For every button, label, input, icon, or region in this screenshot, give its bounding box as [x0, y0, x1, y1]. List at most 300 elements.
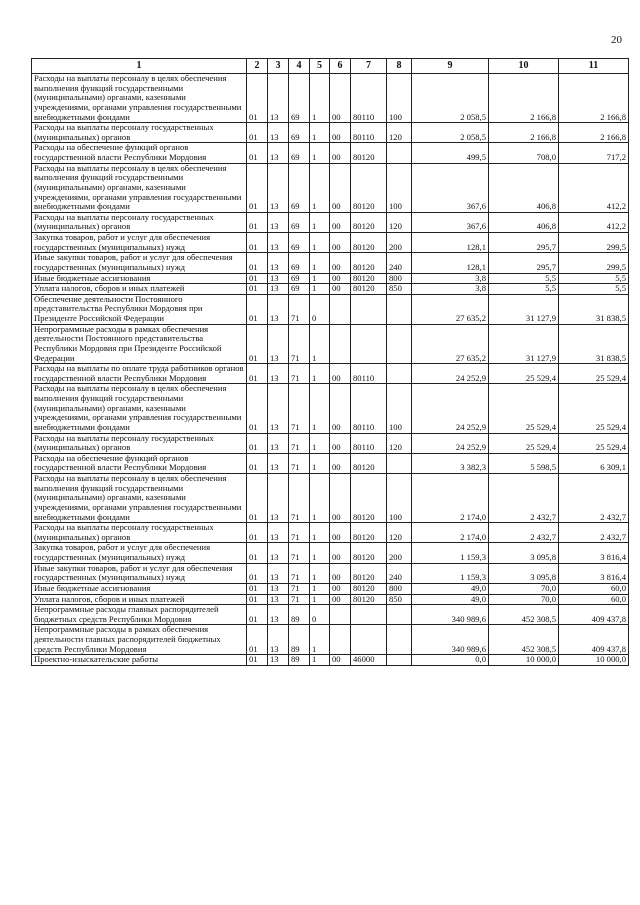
amount-year1-cell: 49,0: [412, 594, 489, 605]
event-code-cell: 00: [330, 212, 351, 232]
table-row: [32, 384, 629, 433]
amount-year2-cell: 70,0: [489, 583, 559, 594]
table-row: [32, 583, 629, 594]
column-header: 8: [387, 59, 412, 74]
amount-year2-cell: 406,8: [489, 212, 559, 232]
section-code-cell: 01: [247, 253, 268, 273]
amount-year2-cell: 70,0: [489, 594, 559, 605]
program-code-cell: 89: [289, 625, 310, 655]
direction-code-cell: 46000: [351, 655, 387, 666]
amount-year1-cell: 27 635,2: [412, 324, 489, 364]
table-row: [32, 625, 629, 655]
table-row: [32, 253, 629, 273]
subprogram-code-cell: 1: [310, 284, 330, 295]
expense-type-cell: 120: [387, 433, 412, 453]
direction-code-cell: 80110: [351, 433, 387, 453]
direction-code-cell: 80110: [351, 123, 387, 143]
subsection-code-cell: 13: [268, 253, 289, 273]
expense-type-cell: 120: [387, 212, 412, 232]
amount-year1-cell: 340 989,6: [412, 625, 489, 655]
expense-name-cell: Расходы на выплаты персоналу государственных (муниципальных) органов: [32, 523, 247, 543]
table-row: [32, 433, 629, 453]
section-code-cell: 01: [247, 384, 268, 433]
subsection-code-cell: 13: [268, 594, 289, 605]
expense-name-cell: Иные закупки товаров, работ и услуг для обеспечения государственных (муниципальных) нужд: [32, 253, 247, 273]
program-code-cell: 71: [289, 523, 310, 543]
amount-year2-cell: 3 095,8: [489, 543, 559, 563]
subprogram-code-cell: 1: [310, 474, 330, 523]
section-code-cell: 01: [247, 605, 268, 625]
table-row: [32, 474, 629, 523]
expense-type-cell: 240: [387, 563, 412, 583]
table-row: [32, 74, 629, 123]
expense-type-cell: 850: [387, 284, 412, 295]
subprogram-code-cell: 1: [310, 364, 330, 384]
amount-year3-cell: 412,2: [559, 212, 629, 232]
subprogram-code-cell: 1: [310, 453, 330, 473]
table-row: [32, 163, 629, 212]
event-code-cell: [330, 294, 351, 324]
section-code-cell: 01: [247, 74, 268, 123]
section-code-cell: 01: [247, 543, 268, 563]
expense-name-cell: Иные закупки товаров, работ и услуг для обеспечения государственных (муниципальных) нужд: [32, 563, 247, 583]
subsection-code-cell: 13: [268, 543, 289, 563]
section-code-cell: 01: [247, 433, 268, 453]
amount-year1-cell: 1 159,3: [412, 563, 489, 583]
expense-name-cell: Расходы на обеспечение функций органов государственной власти Республики Мордовия: [32, 453, 247, 473]
amount-year1-cell: 24 252,9: [412, 433, 489, 453]
expense-name-cell: Расходы на выплаты персоналу в целях обеспечения выполнения функций государственными (муниципальными) органами, казенными учреждениями, органами управления государственными внебюджетными фондами: [32, 384, 247, 433]
amount-year2-cell: 2 166,8: [489, 123, 559, 143]
subsection-code-cell: 13: [268, 583, 289, 594]
program-code-cell: 69: [289, 163, 310, 212]
subsection-code-cell: 13: [268, 74, 289, 123]
header-row: [32, 59, 629, 74]
expense-type-cell: 100: [387, 74, 412, 123]
subsection-code-cell: 13: [268, 163, 289, 212]
program-code-cell: 69: [289, 253, 310, 273]
subsection-code-cell: 13: [268, 384, 289, 433]
amount-year3-cell: 2 432,7: [559, 474, 629, 523]
expense-type-cell: 800: [387, 273, 412, 284]
subprogram-code-cell: 1: [310, 253, 330, 273]
direction-code-cell: 80120: [351, 523, 387, 543]
event-code-cell: 00: [330, 583, 351, 594]
subsection-code-cell: 13: [268, 453, 289, 473]
expense-name-cell: Уплата налогов, сборов и иных платежей: [32, 594, 247, 605]
subsection-code-cell: 13: [268, 625, 289, 655]
expense-type-cell: [387, 364, 412, 384]
expense-type-cell: 200: [387, 233, 412, 253]
amount-year1-cell: 367,6: [412, 163, 489, 212]
amount-year1-cell: 0,0: [412, 655, 489, 666]
event-code-cell: 00: [330, 453, 351, 473]
amount-year2-cell: 31 127,9: [489, 294, 559, 324]
expense-name-cell: Непрограммные расходы в рамках обеспечения деятельности Постоянного представительства Республики Мордовия при Президенте Российской Федерации: [32, 324, 247, 364]
table-row: [32, 212, 629, 232]
event-code-cell: 00: [330, 253, 351, 273]
column-header: 1: [32, 59, 247, 74]
amount-year2-cell: 295,7: [489, 253, 559, 273]
amount-year3-cell: 25 529,4: [559, 384, 629, 433]
program-code-cell: 69: [289, 233, 310, 253]
amount-year2-cell: 406,8: [489, 163, 559, 212]
table-row: [32, 123, 629, 143]
subprogram-code-cell: 1: [310, 523, 330, 543]
column-header: 11: [559, 59, 629, 74]
subprogram-code-cell: 1: [310, 543, 330, 563]
section-code-cell: 01: [247, 324, 268, 364]
expense-name-cell: Расходы на выплаты персоналу в целях обеспечения выполнения функций государственными (муниципальными) органами, казенными учреждениями, органами управления государственными внебюджетными фондами: [32, 474, 247, 523]
expense-type-cell: 120: [387, 123, 412, 143]
amount-year3-cell: 2 432,7: [559, 523, 629, 543]
subsection-code-cell: 13: [268, 364, 289, 384]
program-code-cell: 71: [289, 324, 310, 364]
amount-year2-cell: 295,7: [489, 233, 559, 253]
table-row: [32, 364, 629, 384]
subsection-code-cell: 13: [268, 143, 289, 163]
expense-name-cell: Обеспечение деятельности Постоянного представительства Республики Мордовия при Президенте Российской Федерации: [32, 294, 247, 324]
table-row: [32, 284, 629, 295]
direction-code-cell: [351, 324, 387, 364]
section-code-cell: 01: [247, 212, 268, 232]
program-code-cell: 71: [289, 563, 310, 583]
amount-year2-cell: 25 529,4: [489, 433, 559, 453]
expense-type-cell: [387, 605, 412, 625]
direction-code-cell: 80120: [351, 212, 387, 232]
amount-year1-cell: 24 252,9: [412, 364, 489, 384]
program-code-cell: 71: [289, 294, 310, 324]
amount-year3-cell: 2 166,8: [559, 74, 629, 123]
direction-code-cell: 80120: [351, 273, 387, 284]
amount-year2-cell: 2 432,7: [489, 523, 559, 543]
direction-code-cell: 80120: [351, 253, 387, 273]
section-code-cell: 01: [247, 583, 268, 594]
subprogram-code-cell: 1: [310, 433, 330, 453]
subsection-code-cell: 13: [268, 655, 289, 666]
column-header: 9: [412, 59, 489, 74]
event-code-cell: 00: [330, 433, 351, 453]
event-code-cell: 00: [330, 273, 351, 284]
direction-code-cell: 80120: [351, 453, 387, 473]
amount-year1-cell: 2 174,0: [412, 523, 489, 543]
amount-year3-cell: 3 816,4: [559, 543, 629, 563]
event-code-cell: 00: [330, 594, 351, 605]
expense-type-cell: [387, 625, 412, 655]
event-code-cell: [330, 605, 351, 625]
program-code-cell: 69: [289, 123, 310, 143]
direction-code-cell: 80120: [351, 563, 387, 583]
subsection-code-cell: 13: [268, 433, 289, 453]
table-row: [32, 605, 629, 625]
amount-year2-cell: 25 529,4: [489, 384, 559, 433]
amount-year2-cell: 452 308,5: [489, 625, 559, 655]
column-header: 10: [489, 59, 559, 74]
table-row: [32, 294, 629, 324]
table-row: [32, 563, 629, 583]
event-code-cell: 00: [330, 74, 351, 123]
subsection-code-cell: 13: [268, 605, 289, 625]
amount-year1-cell: 128,1: [412, 233, 489, 253]
amount-year3-cell: 6 309,1: [559, 453, 629, 473]
amount-year1-cell: 3 382,3: [412, 453, 489, 473]
event-code-cell: 00: [330, 143, 351, 163]
subprogram-code-cell: 1: [310, 384, 330, 433]
expense-name-cell: Иные бюджетные ассигнования: [32, 273, 247, 284]
expense-type-cell: 120: [387, 523, 412, 543]
subprogram-code-cell: 1: [310, 74, 330, 123]
expense-name-cell: Расходы на обеспечение функций органов государственной власти Республики Мордовия: [32, 143, 247, 163]
column-header: 4: [289, 59, 310, 74]
expense-name-cell: Расходы на выплаты персоналу государственных (муниципальных) органов: [32, 433, 247, 453]
table-row: [32, 143, 629, 163]
amount-year1-cell: 1 159,3: [412, 543, 489, 563]
section-code-cell: 01: [247, 273, 268, 284]
direction-code-cell: 80120: [351, 583, 387, 594]
amount-year2-cell: 2 432,7: [489, 474, 559, 523]
amount-year2-cell: 5 598,5: [489, 453, 559, 473]
section-code-cell: 01: [247, 364, 268, 384]
amount-year3-cell: 409 437,8: [559, 625, 629, 655]
subsection-code-cell: 13: [268, 324, 289, 364]
amount-year1-cell: 2 058,5: [412, 123, 489, 143]
event-code-cell: [330, 625, 351, 655]
subprogram-code-cell: 1: [310, 583, 330, 594]
amount-year3-cell: 31 838,5: [559, 324, 629, 364]
subprogram-code-cell: 1: [310, 143, 330, 163]
program-code-cell: 69: [289, 143, 310, 163]
direction-code-cell: [351, 294, 387, 324]
direction-code-cell: 80120: [351, 163, 387, 212]
amount-year3-cell: 717,2: [559, 143, 629, 163]
section-code-cell: 01: [247, 163, 268, 212]
program-code-cell: 71: [289, 594, 310, 605]
subsection-code-cell: 13: [268, 233, 289, 253]
subsection-code-cell: 13: [268, 474, 289, 523]
subprogram-code-cell: 1: [310, 163, 330, 212]
amount-year3-cell: 31 838,5: [559, 294, 629, 324]
expense-type-cell: [387, 324, 412, 364]
amount-year1-cell: 499,5: [412, 143, 489, 163]
direction-code-cell: 80120: [351, 233, 387, 253]
expense-name-cell: Непрограммные расходы главных распорядителей бюджетных средств Республики Мордовия: [32, 605, 247, 625]
subprogram-code-cell: 0: [310, 294, 330, 324]
section-code-cell: 01: [247, 523, 268, 543]
program-code-cell: 71: [289, 433, 310, 453]
table-row: [32, 594, 629, 605]
direction-code-cell: 80120: [351, 543, 387, 563]
amount-year3-cell: 412,2: [559, 163, 629, 212]
program-code-cell: 71: [289, 364, 310, 384]
section-code-cell: 01: [247, 625, 268, 655]
amount-year1-cell: 340 989,6: [412, 605, 489, 625]
program-code-cell: 69: [289, 212, 310, 232]
amount-year1-cell: 24 252,9: [412, 384, 489, 433]
program-code-cell: 69: [289, 273, 310, 284]
column-header: 7: [351, 59, 387, 74]
amount-year3-cell: 299,5: [559, 253, 629, 273]
subsection-code-cell: 13: [268, 563, 289, 583]
expense-type-cell: [387, 453, 412, 473]
expense-name-cell: Уплата налогов, сборов и иных платежей: [32, 284, 247, 295]
section-code-cell: 01: [247, 123, 268, 143]
amount-year3-cell: 409 437,8: [559, 605, 629, 625]
direction-code-cell: 80110: [351, 74, 387, 123]
program-code-cell: 71: [289, 453, 310, 473]
subprogram-code-cell: 1: [310, 273, 330, 284]
expense-name-cell: Расходы на выплаты персоналу в целях обеспечения выполнения функций государственными (муниципальными) органами, казенными учреждениями, органами управления государственными внебюджетными фондами: [32, 74, 247, 123]
section-code-cell: 01: [247, 143, 268, 163]
subprogram-code-cell: 0: [310, 605, 330, 625]
budget-table: [31, 58, 629, 666]
subsection-code-cell: 13: [268, 273, 289, 284]
expense-type-cell: 240: [387, 253, 412, 273]
expense-name-cell: Непрограммные расходы в рамках обеспечения деятельности главных распорядителей бюджетных средств Республики Мордовия: [32, 625, 247, 655]
section-code-cell: 01: [247, 453, 268, 473]
table-row: [32, 273, 629, 284]
amount-year1-cell: 2 058,5: [412, 74, 489, 123]
event-code-cell: 00: [330, 655, 351, 666]
event-code-cell: 00: [330, 474, 351, 523]
program-code-cell: 71: [289, 474, 310, 523]
table-row: [32, 543, 629, 563]
section-code-cell: 01: [247, 294, 268, 324]
expense-name-cell: Расходы на выплаты персоналу государственных (муниципальных) органов: [32, 123, 247, 143]
expense-name-cell: Проектно-изыскательские работы: [32, 655, 247, 666]
direction-code-cell: 80110: [351, 384, 387, 433]
subprogram-code-cell: 1: [310, 212, 330, 232]
subprogram-code-cell: 1: [310, 324, 330, 364]
event-code-cell: 00: [330, 563, 351, 583]
program-code-cell: 89: [289, 655, 310, 666]
amount-year1-cell: 367,6: [412, 212, 489, 232]
amount-year2-cell: 708,0: [489, 143, 559, 163]
subprogram-code-cell: 1: [310, 563, 330, 583]
table-row: [32, 324, 629, 364]
expense-type-cell: 100: [387, 474, 412, 523]
subsection-code-cell: 13: [268, 123, 289, 143]
section-code-cell: 01: [247, 594, 268, 605]
expense-name-cell: Расходы на выплаты по оплате труда работников органов государственной власти Республики Мордовия: [32, 364, 247, 384]
direction-code-cell: [351, 605, 387, 625]
program-code-cell: 71: [289, 543, 310, 563]
amount-year2-cell: 452 308,5: [489, 605, 559, 625]
subsection-code-cell: 13: [268, 523, 289, 543]
subsection-code-cell: 13: [268, 294, 289, 324]
section-code-cell: 01: [247, 233, 268, 253]
expense-type-cell: [387, 655, 412, 666]
direction-code-cell: 80120: [351, 474, 387, 523]
amount-year2-cell: 3 095,8: [489, 563, 559, 583]
amount-year1-cell: 2 174,0: [412, 474, 489, 523]
expense-type-cell: [387, 143, 412, 163]
program-code-cell: 69: [289, 284, 310, 295]
expense-type-cell: 800: [387, 583, 412, 594]
column-header: 6: [330, 59, 351, 74]
direction-code-cell: 80120: [351, 284, 387, 295]
amount-year1-cell: 3,8: [412, 284, 489, 295]
amount-year2-cell: 5,5: [489, 284, 559, 295]
section-code-cell: 01: [247, 563, 268, 583]
amount-year3-cell: 3 816,4: [559, 563, 629, 583]
subprogram-code-cell: 1: [310, 123, 330, 143]
event-code-cell: 00: [330, 233, 351, 253]
amount-year1-cell: 49,0: [412, 583, 489, 594]
amount-year3-cell: 2 166,8: [559, 123, 629, 143]
subsection-code-cell: 13: [268, 284, 289, 295]
amount-year3-cell: 60,0: [559, 594, 629, 605]
table-row: [32, 655, 629, 666]
amount-year3-cell: 25 529,4: [559, 433, 629, 453]
expense-name-cell: Расходы на выплаты персоналу в целях обеспечения выполнения функций государственными (муниципальными) органами, казенными учреждениями, органами управления государственными внебюджетными фондами: [32, 163, 247, 212]
direction-code-cell: 80120: [351, 143, 387, 163]
event-code-cell: 00: [330, 163, 351, 212]
amount-year3-cell: 5,5: [559, 273, 629, 284]
expense-type-cell: 200: [387, 543, 412, 563]
section-code-cell: 01: [247, 655, 268, 666]
amount-year2-cell: 10 000,0: [489, 655, 559, 666]
amount-year2-cell: 2 166,8: [489, 74, 559, 123]
event-code-cell: 00: [330, 123, 351, 143]
amount-year2-cell: 25 529,4: [489, 364, 559, 384]
amount-year3-cell: 299,5: [559, 233, 629, 253]
expense-name-cell: Иные бюджетные ассигнования: [32, 583, 247, 594]
amount-year3-cell: 5,5: [559, 284, 629, 295]
event-code-cell: 00: [330, 384, 351, 433]
column-header: 5: [310, 59, 330, 74]
table-row: [32, 523, 629, 543]
expense-type-cell: 100: [387, 163, 412, 212]
direction-code-cell: [351, 625, 387, 655]
column-header: 3: [268, 59, 289, 74]
subprogram-code-cell: 1: [310, 594, 330, 605]
amount-year1-cell: 128,1: [412, 253, 489, 273]
event-code-cell: 00: [330, 364, 351, 384]
amount-year2-cell: 5,5: [489, 273, 559, 284]
expense-type-cell: 850: [387, 594, 412, 605]
program-code-cell: 71: [289, 384, 310, 433]
direction-code-cell: 80120: [351, 594, 387, 605]
amount-year2-cell: 31 127,9: [489, 324, 559, 364]
expense-name-cell: Закупка товаров, работ и услуг для обеспечения государственных (муниципальных) нужд: [32, 233, 247, 253]
section-code-cell: 01: [247, 284, 268, 295]
section-code-cell: 01: [247, 474, 268, 523]
program-code-cell: 69: [289, 74, 310, 123]
page-number: 20: [611, 34, 622, 46]
amount-year3-cell: 25 529,4: [559, 364, 629, 384]
subprogram-code-cell: 1: [310, 233, 330, 253]
amount-year3-cell: 10 000,0: [559, 655, 629, 666]
expense-name-cell: Закупка товаров, работ и услуг для обеспечения государственных (муниципальных) нужд: [32, 543, 247, 563]
amount-year1-cell: 27 635,2: [412, 294, 489, 324]
table-row: [32, 233, 629, 253]
direction-code-cell: 80110: [351, 364, 387, 384]
expense-type-cell: [387, 294, 412, 324]
column-header: 2: [247, 59, 268, 74]
event-code-cell: 00: [330, 284, 351, 295]
subprogram-code-cell: 1: [310, 655, 330, 666]
subsection-code-cell: 13: [268, 212, 289, 232]
expense-type-cell: 100: [387, 384, 412, 433]
program-code-cell: 89: [289, 605, 310, 625]
subprogram-code-cell: 1: [310, 625, 330, 655]
program-code-cell: 71: [289, 583, 310, 594]
event-code-cell: 00: [330, 543, 351, 563]
event-code-cell: [330, 324, 351, 364]
table-body: [32, 74, 629, 666]
amount-year1-cell: 3,8: [412, 273, 489, 284]
event-code-cell: 00: [330, 523, 351, 543]
